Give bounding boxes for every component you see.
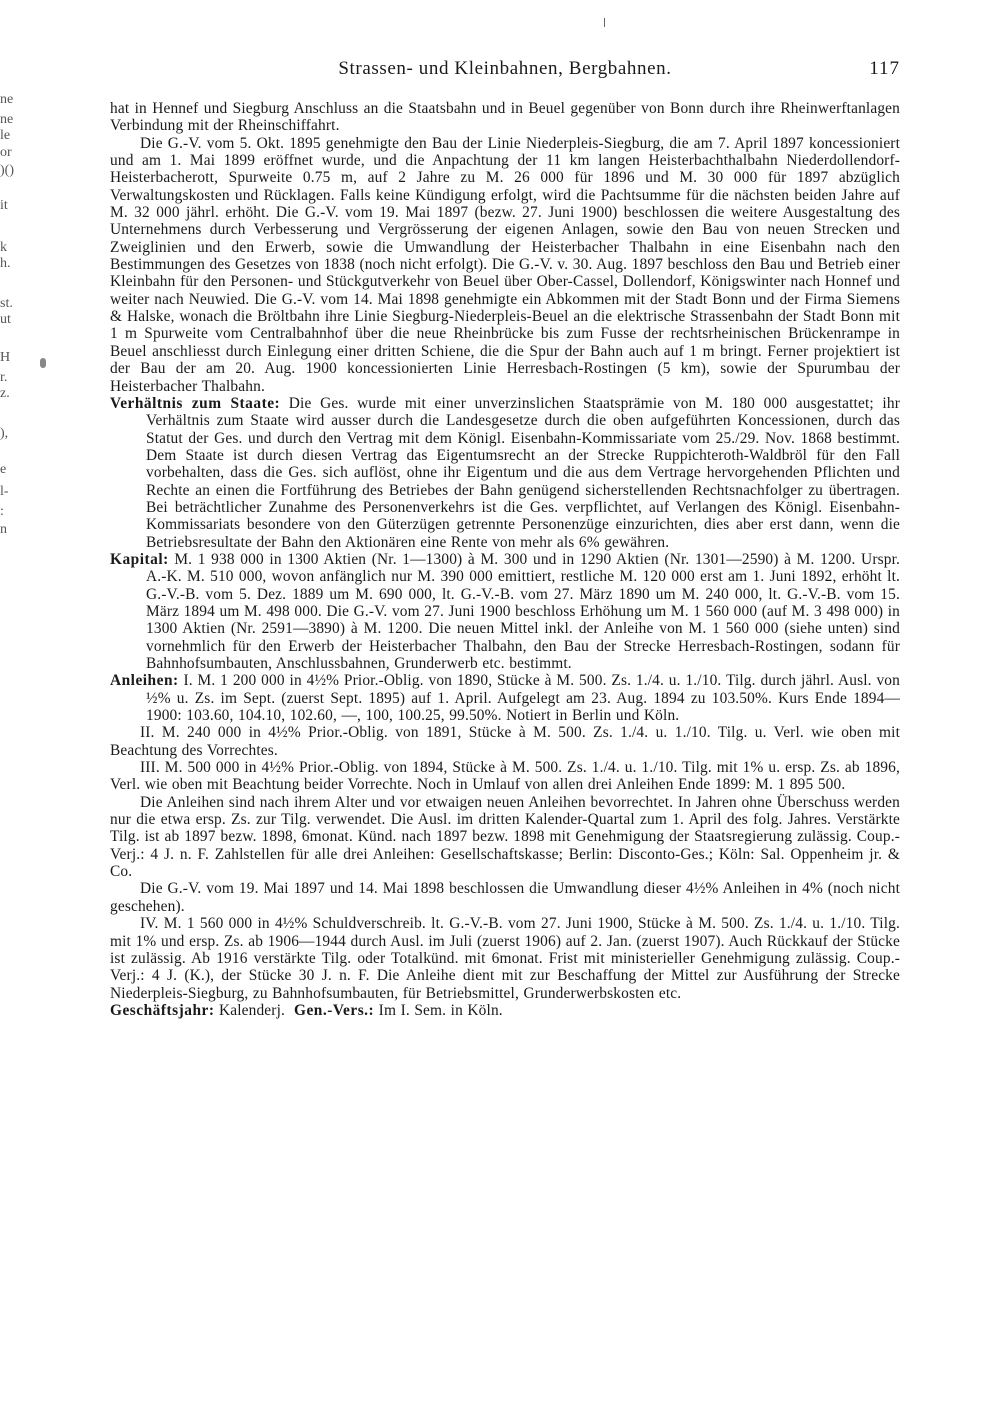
paragraph-anleihen-5: Die G.-V. vom 19. Mai 1897 und 14. Mai 1898 beschlossen die Umwandlung dieser 4½% Anleihen in 4% (noch nicht geschehen). <box>110 880 900 915</box>
margin-fragment: or <box>0 145 12 160</box>
margin-fragment: h. <box>0 256 11 271</box>
margin-fragment: ut <box>0 312 11 327</box>
paragraph-anleihen-2: II. M. 240 000 in 4½% Prior.-Oblig. von 1891, Stücke à M. 500. Zs. 1./4. u. 1./10. Tilg. u. Verl. wie oben mit Beachtung des Vorrechtes. <box>110 724 900 759</box>
margin-fragment: ne <box>0 112 14 127</box>
paragraph-connection: hat in Hennef und Siegburg Anschluss an die Staatsbahn und in Beuel gegenüber von Bonn durch ihre Rheinwerftanlagen Verbindung mit der Rheinschiffahrt. <box>110 100 900 135</box>
margin-fragment: k <box>0 240 7 255</box>
page-number: 117 <box>869 58 900 79</box>
section-text-genvers: Im I. Sem. in Köln. <box>378 1001 503 1019</box>
section-text-anleihen-1: I. M. 1 200 000 in 4½% Prior.-Oblig. von 1890, Stücke à M. 500. Zs. 1./4. u. 1./10. Tilg. durch jährl. Ausl. von ½% u. Zs. im Sept. (zuerst Sept. 1895) auf 1. April. Aufgelegt am 23. Aug. 1894 zu 103.50%. Kurs Ende 1894—1900: 103.60, 104.10, 102.60, —, 100, 100.25, 99.50%. Notiert in Berlin und Köln. <box>146 672 900 725</box>
paragraph-anleihen-4: Die Anleihen sind nach ihrem Alter und vor etwaigen neuen Anleihen bevorrechtet. In Jahren ohne Überschuss werden nur die etwa ersp. Zs. zur Tilg. verwendet. Die Ausl. im dritten Kalender-Quartal zum 1. April des folg. Jahres. Verstärkte Tilg. ist ab 1897 bezw. 1898, 6monat. Künd. nach 1897 bezw. 1898 mit Genehmigung der Staatsregierung zulässig. Coup.-Verj.: 4 J. n. F. Zahlstellen für alle drei Anleihen: Gesellschaftskasse; Berlin: Disconto-Ges.; Köln: Sal. Oppenheim jr. & Co. <box>110 793 900 881</box>
section-label-anleihen: Anleihen: <box>110 672 179 690</box>
paragraph-anleihen-3: III. M. 500 000 in 4½% Prior.-Oblig. von 1894, Stücke à M. 500. Zs. 1./4. u. 1./10. Tilg. mit 1% u. ersp. Zs. ab 1896, Verl. wie oben mit Beachtung beider Vorrechte. Noch in Umlauf von allen drei Anleihen Ende 1899: M. 1 895 500. <box>110 759 900 794</box>
article-body <box>110 100 900 1019</box>
section-text-staat: Die Ges. wurde mit einer unverzinslichen Staatsprämie von M. 180 000 ausgestattet; ihr Verhältnis zum Staate wird ausser durch die Landesgesetze durch die oben aufgeführten Koncessionen, durch das Statut der Ges. und durch den Vertrag mit dem Königl. Eisenbahn-Kommissariate vom 25./29. Nov. 1868 bestimmt. Dem Staate ist durch diesen Vertrag das Eigentumsrecht an der Strecke Ruppichteroth-Waldbröl für den Fall vorbehalten, dass die Ges. sich auflöst, ohne ihr Eigentum und die aus dem Vertrage hervorgehenden Pflichten und Rechte an einen die Fortführung des Betriebes der Bahn genügend sicherstellenden Rechtsnachfolger zu übertragen. Bei beträchtlicher Zunahme des Personenverkehrs ist die Ges. verpflichtet, auf Verlangen des Königl. Eisenbahn-Kommissariats besondere von den Güterzügen getrennte Personenzüge einzurichten, dies aber erst dann, wenn die Betriebsresultate der Bahn den Aktionären eine Rente von mehr als 6% gewähren. <box>146 394 900 551</box>
section-kapital <box>110 551 900 672</box>
paragraph-anleihen-6: IV. M. 1 560 000 in 4½% Schuldverschreib. lt. G.-V.-B. vom 27. Juni 1900, Stücke à M. 500. Zs. 1./4. u. 1./10. Tilg. mit 1% und ersp. Zs. ab 1906—1944 durch Ausl. im Juli (zuerst 1906) auf 2. Jan. (zuerst 1907). Auch Rückkauf der Stücke ist zulässig. Ab 1916 verstärkte Tilg. oder Totalkünd. mit 6monat. Frist mit ministerieller Genehmigung zulässig. Coup.-Verj.: 4 J. (K.), der Stücke 30 J. n. F. Die Anleihe dient mit zur Beschaffung der Mittel zur Ausführung der Strecke Niederpleis-Siegburg, zu Bahnhofsumbauten, für Betriebsmittel, Grunderwerbskosten etc. <box>110 915 900 1002</box>
section-label-genvers: Gen.-Vers.: <box>294 1001 375 1019</box>
margin-fragment: st. <box>0 296 13 311</box>
margin-fragment: ), <box>0 426 9 441</box>
scan-mark <box>604 18 605 27</box>
section-staat <box>110 395 900 551</box>
scan-speck <box>40 358 46 368</box>
margin-fragment: ne <box>0 92 14 107</box>
section-label-kapital: Kapital: <box>110 550 169 568</box>
margin-fragment: it <box>0 198 8 213</box>
paragraph-history: Die G.-V. vom 5. Okt. 1895 genehmigte den Bau der Linie Niederpleis-Siegburg, die am 7. April 1897 koncessioniert und am 1. Mai 1899 eröffnet wurde, und die Anpachtung der 11 km langen Heisterbachthalbahn Niederdollendorf-Heisterbacherott, Spurweite 0.75 m, auf 2 Jahre zu M. 26 000 für 1896 und M. 30 000 für 1897 abzüglich Verwaltungskosten und Rücklagen. Falls keine Kündigung erfolgt, wird die Pachtsumme für die nächsten beiden Jahre auf M. 32 000 jährl. erhöht. Die G.-V. vom 19. Mai 1897 (bezw. 27. Juni 1900) beschlossen die weitere Ausgestaltung des Unternehmens durch Verbesserung und Vergrösserung der eigenen Anlagen, sowie den Bau von neuen Strecken und Zweiglinien und den Erwerb, sowie die Umwandlung der Heisterbacher Thalbahn in eine Eisenbahn nach den Bestimmungen des Gesetzes von 1838 (noch nicht erfolgt). Die G.-V. v. 30. Aug. 1897 beschloss den Bau und Betrieb einer Kleinbahn für den Personen- und Stückgutverkehr von Beuel über Ober-Cassel, Dollendorf, Königswinter nach Honnef und weiter nach Neuwied. Die G.-V. vom 14. Mai 1898 genehmigte ein Abkommen mit der Stadt Bonn und der Firma Siemens & Halske, wonach die Bröltbahn ihre Linie Siegburg-Niederpleis-Beuel an die elektrische Strassenbahn der Stadt Bonn mit 1 m Spurweite vom Centralbahnhof über die neue Rheinbrücke bis zum Fusse der rechtsrheinischen Brückenrampe in Beuel anschliesst durch Einlegung einer dritten Schiene, die die Spur der Bahn auch auf 1 m bringt. Ferner projektiert ist der Bau der am 20. Aug. 1900 koncessionierten Linie Herresbach-Rostingen (5 km), sowie der Spurumbau der Heisterbacher Thalbahn. <box>110 134 900 395</box>
margin-fragment: n <box>0 522 7 537</box>
margin-fragment: e <box>0 462 7 477</box>
section-label-geschaeftsjahr: Geschäftsjahr: <box>110 1001 215 1019</box>
margin-fragment: z. <box>0 386 10 401</box>
section-text-kapital: M. 1 938 000 in 1300 Aktien (Nr. 1—1300) à M. 300 und in 1290 Aktien (Nr. 1301—2590) à M. 1200. Urspr. A.-K. M. 510 000, wovon anfänglich nur M. 390 000 emittiert, restliche M. 120 000 erst am 1. Juni 1892, erhöht lt. G.-V.-B. vom 5. Dez. 1889 um M. 690 000, lt. G.-V.-B. vom 27. März 1890 um M. 240 000, lt. G.-V.-B. vom 15. März 1894 um M. 498 000. Die G.-V. vom 27. Juni 1900 beschloss Erhöhung um M. 1 560 000 (auf M. 3 498 000) in 1300 Aktien (Nr. 2591—3890) à M. 1200. Die neuen Mittel inkl. der Anleihe von M. 1 560 000 (siehe unten) sind vornehmlich für den Erwerb der Heisterbacher Thalbahn, den Bau der Strecke Herresbach-Rostingen, sodann für Bahnhofsumbauten, Anschlussbahnen, Grunderwerb etc. bestimmt. <box>146 550 900 672</box>
margin-fragment: l- <box>0 484 9 499</box>
margin-fragment: r. <box>0 370 8 385</box>
margin-fragment: le <box>0 128 11 143</box>
page-header <box>110 58 900 86</box>
section-label-staat: Verhältnis zum Staate: <box>110 394 281 412</box>
section-anleihen <box>110 672 900 724</box>
margin-fragment: H <box>0 350 11 365</box>
section-geschaeftsjahr <box>110 1002 900 1019</box>
running-title: Strassen- und Kleinbahnen, Bergbahnen. <box>338 58 672 79</box>
margin-fragment: : <box>0 504 4 519</box>
margin-fragment: )() <box>0 163 14 178</box>
section-text-geschaeftsjahr: Kalenderj. <box>218 1001 285 1019</box>
